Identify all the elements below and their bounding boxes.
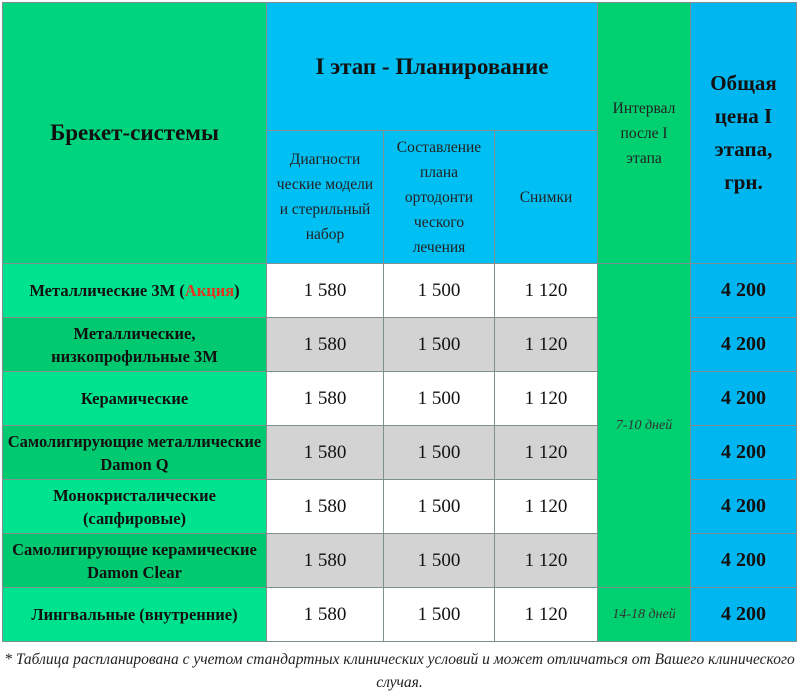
total-price: 4 200 <box>691 534 797 588</box>
diagnostic-price: 1 580 <box>267 534 384 588</box>
table-row <box>3 588 797 642</box>
total-price: 4 200 <box>691 588 797 642</box>
footnote: * Таблица распланирована с учетом стандартных клинических условий и может отличаться от Вашего клинического случая. <box>4 651 795 691</box>
images-col-header: Снимки <box>495 131 598 264</box>
row-name: Керамические <box>3 372 267 426</box>
plan-price: 1 500 <box>384 588 495 642</box>
row-name: Самолигирующие керамические Damon Clear <box>3 534 267 588</box>
total-price: 4 200 <box>691 264 797 318</box>
table-row <box>3 264 797 318</box>
interval-value: 14-18 дней <box>598 588 691 642</box>
total-price: 4 200 <box>691 372 797 426</box>
images-price: 1 120 <box>495 480 598 534</box>
plan-price: 1 500 <box>384 264 495 318</box>
total-price: 4 200 <box>691 426 797 480</box>
total-header: Общая цена I этапа, грн. <box>691 3 797 264</box>
price-table <box>2 2 797 642</box>
images-price: 1 120 <box>495 264 598 318</box>
plan-price: 1 500 <box>384 318 495 372</box>
row-name <box>3 264 267 318</box>
plan-price: 1 500 <box>384 372 495 426</box>
images-price: 1 120 <box>495 588 598 642</box>
brackets-header: Брекет-системы <box>3 3 267 264</box>
diagnostic-price: 1 580 <box>267 480 384 534</box>
plan-col-header: Составление плана ортодонти ческого лечения <box>384 131 495 264</box>
diagnostic-price: 1 580 <box>267 318 384 372</box>
plan-price: 1 500 <box>384 426 495 480</box>
interval-header: Интервал после I этапа <box>598 3 691 264</box>
images-price: 1 120 <box>495 318 598 372</box>
images-price: 1 120 <box>495 534 598 588</box>
plan-price: 1 500 <box>384 480 495 534</box>
promo-label: Акция <box>184 281 235 300</box>
diagnostic-price: 1 580 <box>267 588 384 642</box>
diagnostic-price: 1 580 <box>267 372 384 426</box>
interval-value: 7-10 дней <box>598 264 691 588</box>
row-name-text: Металлические 3М ( <box>29 281 185 300</box>
row-name: Монокристалические (сапфировые) <box>3 480 267 534</box>
total-price: 4 200 <box>691 318 797 372</box>
diagnostic-col-header: Диагности ческие модели и стерильный набор <box>267 131 384 264</box>
images-price: 1 120 <box>495 372 598 426</box>
plan-price: 1 500 <box>384 534 495 588</box>
images-price: 1 120 <box>495 426 598 480</box>
row-name: Металлические, низкопрофильные 3М <box>3 318 267 372</box>
diagnostic-price: 1 580 <box>267 426 384 480</box>
diagnostic-price: 1 580 <box>267 264 384 318</box>
total-price: 4 200 <box>691 480 797 534</box>
stage-header: I этап - Планирование <box>267 3 598 131</box>
row-name: Самолигирующие металлические Damon Q <box>3 426 267 480</box>
row-name: Лингвальные (внутренние) <box>3 588 267 642</box>
row-name-tail: ) <box>234 281 240 300</box>
